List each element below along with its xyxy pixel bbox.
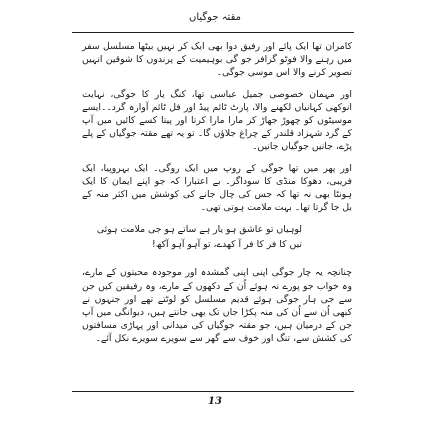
footer-rule — [72, 391, 354, 392]
verse-block — [82, 222, 352, 252]
verse-line-1: لوہیاں تو عاشق ہو یار ہے ساتے ہو جی ملامت ہوئی — [96, 224, 302, 236]
page-body — [82, 40, 352, 354]
paragraph-1: کامران تھا ایک پائے اور رفیق دوا بھی ایک کر نہیں بیٹھا مسلسل سفر میں رہنے والا فوٹو گرافر جو گی بوہیمیت کے پرندوں کا شوقین انہیں تصویر کرنے والا اس موسی جوگی۔ — [82, 41, 352, 79]
paragraph-2: اور مہمان خصوصی جمیل عباسی تھا، کنگ یار کا جوگی، نہایت انوکھی کہانیاں لکھنے والا، پارٹ ٹائم پیڈ اور فل ٹائم آوارہ گرد۔۔ایسے موسیٹوں کو چھوڑ جھاڑ کر مارا مارا کرتا اور پیتا کسے کائیں میں آپ کے گرد شہزاد قلندر کے چراغ جلاؤں گا۔ تو یہ تھے مقتہ جوگیاں کے پلے پڑے، جانیں جوگیاں جانیں۔ — [82, 88, 352, 153]
verse-line-2: تیں کا فر کا فر آ کھدے، تو آہو آہو آکھ! — [152, 239, 302, 251]
paragraph-4: چنانچہ یہ چار جوگی اپنی اپنی گمشدہ اور موجودہ محبتوں کے مارے، وہ خواب جو پورے نہ ہوئے اُن کے دکھوں کے مارے، وہ رفیقین کیں جن سے جی ہار جوگی ہوئے قدیم مسلسل کو لوٹتے تھے اور جنہوں نے کبھی اُن سے اُن کی منہ پکڑا جاں تک بھی جانتے ہیں، دیوانگی میں آپ جن کے درمیان ہیں، جو مقتہ جوگیاں کی میدانی اور پہاڑی مسافتوں کی کشش سے، تنگ اور خوف سے گھر سے سویرے سویرے نکل آئے۔ — [82, 267, 352, 345]
paragraph-3: اور پھر میں تھا جوگی کے روپ میں ایک روگی۔ ایک بہروپیا، ایک فریبی، دھوکا منڈی کا سوداگر۔ بے اعتبارا کہ جو اپنے ایمان کا ایک ہونٹا بھی نہ تھا کہ جس کی چال جانے کی کوشش میں اکثر منہ کے بل جا گرتا تھا۔ بہت ملامت ہوتی تھی۔ — [82, 162, 352, 214]
running-head: مقتہ جوگیاں — [189, 12, 241, 23]
page-number: 13 — [208, 396, 222, 407]
header-rule — [72, 32, 354, 33]
